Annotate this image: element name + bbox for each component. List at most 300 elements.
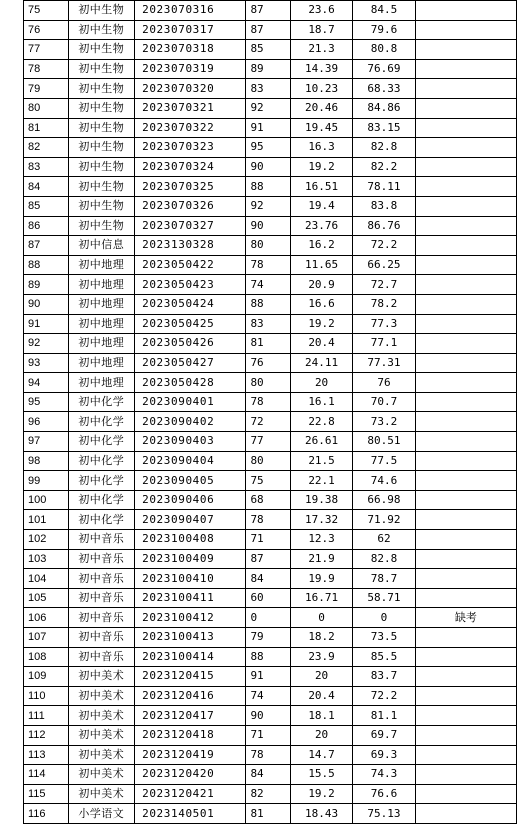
total-score-cell: 73.2 [353,412,415,432]
total-score-cell: 77.5 [353,451,415,471]
row-number-cell: 106 [24,608,69,628]
score-b-cell: 20 [290,373,352,393]
score-a-cell: 78 [246,255,290,275]
score-a-cell: 90 [246,706,290,726]
score-a-cell: 92 [246,196,290,216]
score-b-cell: 17.32 [290,510,352,530]
table-row [24,177,517,197]
remark-cell [415,40,516,60]
score-b-cell: 18.7 [290,20,352,40]
remark-cell [415,745,516,765]
score-b-cell: 24.11 [290,353,352,373]
row-number-cell: 100 [24,490,69,510]
score-a-cell: 76 [246,353,290,373]
total-score-cell: 62 [353,530,415,550]
remark-cell [415,392,516,412]
subject-cell: 初中生物 [68,157,135,177]
table-row [24,784,517,804]
remark-cell [415,549,516,569]
score-b-cell: 18.2 [290,628,352,648]
subject-cell: 初中音乐 [68,530,135,550]
subject-cell: 初中生物 [68,79,135,99]
subject-cell: 初中美术 [68,706,135,726]
total-score-cell: 84.86 [353,98,415,118]
exam-id-cell: 2023120419 [135,745,246,765]
remark-cell [415,79,516,99]
score-a-cell: 60 [246,588,290,608]
remark-cell: 缺考 [415,608,516,628]
subject-cell: 初中美术 [68,725,135,745]
score-a-cell: 91 [246,118,290,138]
table-row [24,294,517,314]
table-row [24,686,517,706]
total-score-cell: 78.11 [353,177,415,197]
remark-cell [415,255,516,275]
exam-id-cell: 2023070326 [135,196,246,216]
subject-cell: 初中地理 [68,275,135,295]
remark-cell [415,275,516,295]
subject-cell: 初中生物 [68,118,135,138]
remark-cell [415,353,516,373]
score-a-cell: 87 [246,549,290,569]
score-b-cell: 21.5 [290,451,352,471]
remark-cell [415,118,516,138]
table-row [24,451,517,471]
table-row [24,765,517,785]
total-score-cell: 84.5 [353,1,415,21]
score-b-cell: 20.46 [290,98,352,118]
total-score-cell: 76.69 [353,59,415,79]
exam-id-cell: 2023090403 [135,432,246,452]
score-b-cell: 16.71 [290,588,352,608]
total-score-cell: 83.15 [353,118,415,138]
remark-cell [415,294,516,314]
score-a-cell: 80 [246,451,290,471]
total-score-cell: 58.71 [353,588,415,608]
table-row [24,647,517,667]
exam-id-cell: 2023120421 [135,784,246,804]
table-row [24,334,517,354]
subject-cell: 初中生物 [68,177,135,197]
exam-id-cell: 2023090405 [135,471,246,491]
row-number-cell: 85 [24,196,69,216]
row-number-cell: 111 [24,706,69,726]
row-number-cell: 84 [24,177,69,197]
total-score-cell: 78.2 [353,294,415,314]
table-row [24,157,517,177]
total-score-cell: 83.7 [353,667,415,687]
exam-id-cell: 2023090402 [135,412,246,432]
subject-cell: 初中生物 [68,59,135,79]
exam-id-cell: 2023100411 [135,588,246,608]
table-row [24,59,517,79]
remark-cell [415,20,516,40]
exam-id-cell: 2023120415 [135,667,246,687]
score-b-cell: 18.43 [290,804,352,824]
remark-cell [415,373,516,393]
table-row [24,510,517,530]
table-row [24,745,517,765]
exam-id-cell: 2023070319 [135,59,246,79]
total-score-cell: 66.25 [353,255,415,275]
score-a-cell: 78 [246,510,290,530]
row-number-cell: 114 [24,765,69,785]
row-number-cell: 95 [24,392,69,412]
score-b-cell: 16.2 [290,236,352,256]
total-score-cell: 79.6 [353,20,415,40]
score-a-cell: 95 [246,138,290,158]
exam-id-cell: 2023070321 [135,98,246,118]
exam-id-cell: 2023090406 [135,490,246,510]
table-row [24,118,517,138]
score-a-cell: 0 [246,608,290,628]
score-a-cell: 89 [246,59,290,79]
score-a-cell: 80 [246,236,290,256]
total-score-cell: 80.51 [353,432,415,452]
exam-id-cell: 2023100413 [135,628,246,648]
subject-cell: 初中信息 [68,236,135,256]
subject-cell: 初中生物 [68,1,135,21]
score-a-cell: 83 [246,314,290,334]
score-b-cell: 19.2 [290,314,352,334]
score-b-cell: 20 [290,725,352,745]
table-row [24,432,517,452]
total-score-cell: 78.7 [353,569,415,589]
row-number-cell: 99 [24,471,69,491]
exam-id-cell: 2023100409 [135,549,246,569]
score-b-cell: 19.38 [290,490,352,510]
table-row [24,549,517,569]
exam-id-cell: 2023120416 [135,686,246,706]
row-number-cell: 81 [24,118,69,138]
score-a-cell: 80 [246,373,290,393]
total-score-cell: 82.8 [353,549,415,569]
row-number-cell: 115 [24,784,69,804]
remark-cell [415,138,516,158]
exam-id-cell: 2023050425 [135,314,246,334]
row-number-cell: 82 [24,138,69,158]
remark-cell [415,667,516,687]
subject-cell: 初中美术 [68,765,135,785]
exam-id-cell: 2023120420 [135,765,246,785]
row-number-cell: 89 [24,275,69,295]
table-row [24,667,517,687]
remark-cell [415,588,516,608]
table-row [24,373,517,393]
score-a-cell: 92 [246,98,290,118]
exam-id-cell: 2023090407 [135,510,246,530]
exam-id-cell: 2023090401 [135,392,246,412]
total-score-cell: 71.92 [353,510,415,530]
row-number-cell: 79 [24,79,69,99]
table-row [24,40,517,60]
score-b-cell: 21.9 [290,549,352,569]
subject-cell: 初中地理 [68,373,135,393]
total-score-cell: 81.1 [353,706,415,726]
table-row [24,196,517,216]
score-a-cell: 88 [246,647,290,667]
exam-id-cell: 2023070327 [135,216,246,236]
subject-cell: 初中地理 [68,294,135,314]
table-row [24,138,517,158]
row-number-cell: 112 [24,725,69,745]
exam-id-cell: 2023120418 [135,725,246,745]
score-b-cell: 19.4 [290,196,352,216]
row-number-cell: 92 [24,334,69,354]
score-a-cell: 74 [246,686,290,706]
row-number-cell: 80 [24,98,69,118]
row-number-cell: 98 [24,451,69,471]
total-score-cell: 77.3 [353,314,415,334]
total-score-cell: 76.6 [353,784,415,804]
score-b-cell: 16.3 [290,138,352,158]
table-row [24,412,517,432]
subject-cell: 初中地理 [68,314,135,334]
subject-cell: 初中地理 [68,255,135,275]
score-a-cell: 84 [246,569,290,589]
row-number-cell: 91 [24,314,69,334]
score-b-cell: 20.4 [290,686,352,706]
score-a-cell: 68 [246,490,290,510]
score-a-cell: 75 [246,471,290,491]
remark-cell [415,98,516,118]
remark-cell [415,1,516,21]
table-row [24,569,517,589]
score-table-body [24,1,517,824]
remark-cell [415,314,516,334]
row-number-cell: 90 [24,294,69,314]
table-row [24,471,517,491]
total-score-cell: 76 [353,373,415,393]
row-number-cell: 75 [24,1,69,21]
exam-id-cell: 2023070323 [135,138,246,158]
score-a-cell: 81 [246,334,290,354]
remark-cell [415,216,516,236]
row-number-cell: 110 [24,686,69,706]
table-row [24,255,517,275]
remark-cell [415,432,516,452]
subject-cell: 初中化学 [68,490,135,510]
table-row [24,353,517,373]
total-score-cell: 77.31 [353,353,415,373]
subject-cell: 初中生物 [68,138,135,158]
score-b-cell: 11.65 [290,255,352,275]
score-b-cell: 20.4 [290,334,352,354]
score-a-cell: 72 [246,412,290,432]
exam-id-cell: 2023050427 [135,353,246,373]
total-score-cell: 66.98 [353,490,415,510]
remark-cell [415,686,516,706]
subject-cell: 初中音乐 [68,628,135,648]
exam-id-cell: 2023100414 [135,647,246,667]
score-b-cell: 20 [290,667,352,687]
score-b-cell: 21.3 [290,40,352,60]
score-b-cell: 26.61 [290,432,352,452]
subject-cell: 初中地理 [68,353,135,373]
table-row [24,804,517,824]
total-score-cell: 72.2 [353,686,415,706]
score-b-cell: 14.39 [290,59,352,79]
table-row [24,628,517,648]
score-b-cell: 19.2 [290,784,352,804]
score-b-cell: 19.9 [290,569,352,589]
score-b-cell: 14.7 [290,745,352,765]
remark-cell [415,334,516,354]
score-a-cell: 78 [246,745,290,765]
subject-cell: 初中美术 [68,745,135,765]
subject-cell: 初中音乐 [68,588,135,608]
remark-cell [415,236,516,256]
score-a-cell: 82 [246,784,290,804]
total-score-cell: 69.3 [353,745,415,765]
remark-cell [415,510,516,530]
remark-cell [415,196,516,216]
remark-cell [415,628,516,648]
remark-cell [415,412,516,432]
table-row [24,588,517,608]
row-number-cell: 78 [24,59,69,79]
total-score-cell: 77.1 [353,334,415,354]
exam-id-cell: 2023050423 [135,275,246,295]
total-score-cell: 80.8 [353,40,415,60]
subject-cell: 初中化学 [68,412,135,432]
total-score-cell: 86.76 [353,216,415,236]
score-a-cell: 71 [246,530,290,550]
subject-cell: 初中生物 [68,216,135,236]
remark-cell [415,451,516,471]
exam-id-cell: 2023070322 [135,118,246,138]
subject-cell: 初中音乐 [68,569,135,589]
table-row [24,236,517,256]
total-score-cell: 72.7 [353,275,415,295]
total-score-cell: 73.5 [353,628,415,648]
subject-cell: 初中化学 [68,392,135,412]
score-a-cell: 88 [246,177,290,197]
table-row [24,706,517,726]
score-a-cell: 74 [246,275,290,295]
exam-id-cell: 2023070320 [135,79,246,99]
total-score-cell: 74.6 [353,471,415,491]
remark-cell [415,765,516,785]
row-number-cell: 113 [24,745,69,765]
subject-cell: 初中音乐 [68,549,135,569]
table-row [24,392,517,412]
table-row [24,608,517,628]
subject-cell: 初中化学 [68,432,135,452]
score-b-cell: 23.9 [290,647,352,667]
row-number-cell: 96 [24,412,69,432]
score-b-cell: 23.76 [290,216,352,236]
row-number-cell: 109 [24,667,69,687]
exam-id-cell: 2023050428 [135,373,246,393]
exam-id-cell: 2023050426 [135,334,246,354]
score-a-cell: 79 [246,628,290,648]
score-a-cell: 81 [246,804,290,824]
subject-cell: 初中美术 [68,686,135,706]
remark-cell [415,530,516,550]
table-row [24,98,517,118]
subject-cell: 初中美术 [68,784,135,804]
score-table [23,0,517,824]
total-score-cell: 82.8 [353,138,415,158]
score-a-cell: 90 [246,216,290,236]
total-score-cell: 75.13 [353,804,415,824]
score-b-cell: 19.45 [290,118,352,138]
subject-cell: 初中地理 [68,334,135,354]
table-row [24,1,517,21]
table-row [24,314,517,334]
exam-id-cell: 2023100408 [135,530,246,550]
remark-cell [415,784,516,804]
score-a-cell: 90 [246,157,290,177]
subject-cell: 初中音乐 [68,608,135,628]
total-score-cell: 74.3 [353,765,415,785]
total-score-cell: 82.2 [353,157,415,177]
row-number-cell: 107 [24,628,69,648]
subject-cell: 初中化学 [68,451,135,471]
total-score-cell: 72.2 [353,236,415,256]
score-a-cell: 91 [246,667,290,687]
total-score-cell: 70.7 [353,392,415,412]
score-b-cell: 0 [290,608,352,628]
score-b-cell: 16.1 [290,392,352,412]
score-a-cell: 85 [246,40,290,60]
row-number-cell: 76 [24,20,69,40]
exam-id-cell: 2023050422 [135,255,246,275]
score-b-cell: 23.6 [290,1,352,21]
subject-cell: 初中生物 [68,40,135,60]
table-row [24,79,517,99]
remark-cell [415,490,516,510]
score-b-cell: 18.1 [290,706,352,726]
exam-id-cell: 2023090404 [135,451,246,471]
score-a-cell: 71 [246,725,290,745]
table-row [24,20,517,40]
subject-cell: 初中生物 [68,196,135,216]
subject-cell: 小学语文 [68,804,135,824]
row-number-cell: 105 [24,588,69,608]
exam-id-cell: 2023050424 [135,294,246,314]
exam-id-cell: 2023070325 [135,177,246,197]
exam-id-cell: 2023120417 [135,706,246,726]
exam-id-cell: 2023070318 [135,40,246,60]
remark-cell [415,177,516,197]
row-number-cell: 93 [24,353,69,373]
total-score-cell: 85.5 [353,647,415,667]
row-number-cell: 83 [24,157,69,177]
exam-id-cell: 2023070317 [135,20,246,40]
score-b-cell: 15.5 [290,765,352,785]
exam-id-cell: 2023070324 [135,157,246,177]
score-a-cell: 83 [246,79,290,99]
score-a-cell: 77 [246,432,290,452]
row-number-cell: 88 [24,255,69,275]
subject-cell: 初中美术 [68,667,135,687]
score-b-cell: 12.3 [290,530,352,550]
exam-id-cell: 2023130328 [135,236,246,256]
total-score-cell: 83.8 [353,196,415,216]
score-b-cell: 10.23 [290,79,352,99]
score-b-cell: 20.9 [290,275,352,295]
row-number-cell: 101 [24,510,69,530]
table-row [24,216,517,236]
score-b-cell: 22.8 [290,412,352,432]
exam-id-cell: 2023100410 [135,569,246,589]
row-number-cell: 97 [24,432,69,452]
score-b-cell: 16.6 [290,294,352,314]
score-b-cell: 19.2 [290,157,352,177]
score-a-cell: 84 [246,765,290,785]
